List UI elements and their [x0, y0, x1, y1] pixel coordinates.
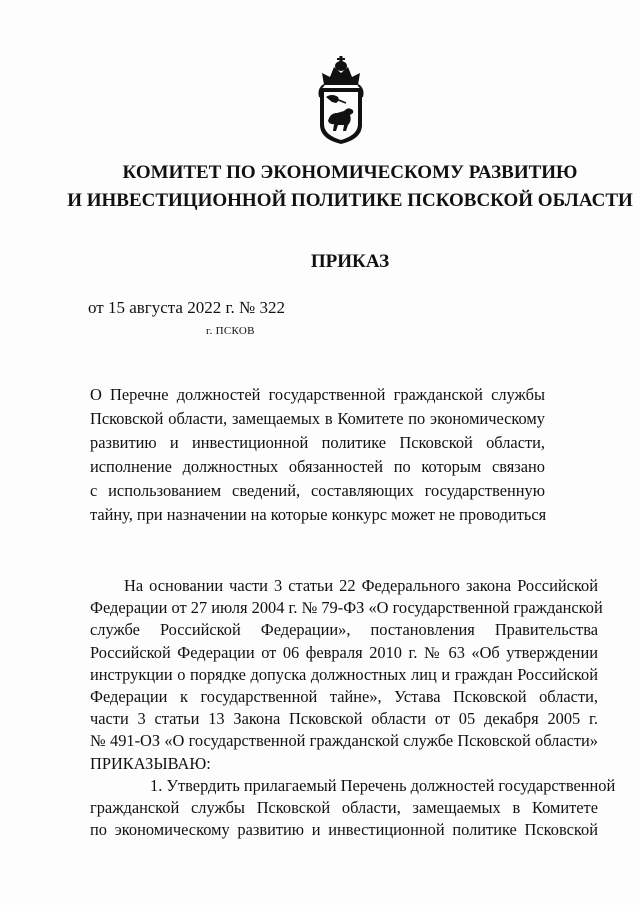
body-line: по экономическому развитию и инвестиционной политике Псковской	[90, 820, 598, 840]
document-subject	[90, 383, 545, 527]
body-line: инструкции о порядке допуска должностных лиц и граждан Российской	[90, 664, 598, 684]
subject-line: тайну, при назначении на которые конкурс может не проводиться	[90, 505, 547, 524]
coat-of-arms-icon	[310, 55, 372, 145]
subject-line: развитию и инвестиционной политике Псковской области,	[90, 433, 545, 452]
body-line: № 491-ОЗ «О государственной гражданской службе Псковской области»	[90, 731, 598, 751]
subject-line: с использованием сведений, составляющих государственную	[90, 481, 545, 500]
body-line: гражданской службы Псковской области, замещаемых в Комитете	[90, 798, 598, 818]
body-line: Федерации к государственной тайне», Устава Псковской области,	[90, 687, 598, 707]
organization-name-line-2: И ИНВЕСТИЦИОННОЙ ПОЛИТИКЕ ПСКОВСКОЙ ОБЛАСТИ	[67, 190, 633, 211]
subject-line: О Перечне должностей государственной гражданской службы	[90, 385, 545, 404]
subject-line: Псковской области, замещаемых в Комитете по экономическому	[90, 409, 545, 428]
document-body	[90, 575, 616, 841]
body-line: Российской Федерации от 06 февраля 2010 г. № 63 «Об утверждении	[90, 642, 598, 662]
document-city: г. ПСКОВ	[206, 325, 255, 337]
body-line: Федерации от 27 июля 2004 г. № 79-ФЗ «О государственной гражданской	[90, 598, 603, 618]
organization-name-line-1: КОМИТЕТ ПО ЭКОНОМИЧЕСКОМУ РАЗВИТИЮ	[122, 162, 578, 183]
order-keyword: ПРИКАЗЫВАЮ:	[90, 753, 211, 773]
body-line: службе Российской Федерации», постановления Правительства	[90, 620, 598, 640]
document-type-heading: ПРИКАЗ	[310, 251, 390, 272]
document-date-number: от 15 августа 2022 г. № 322	[88, 298, 286, 317]
body-line: На основании части 3 статьи 22 Федерального закона Российской	[124, 576, 598, 595]
body-line: 1. Утвердить прилагаемый Перечень должностей государственной	[150, 775, 616, 795]
subject-line: исполнение должностных обязанностей по которым связано	[90, 457, 545, 476]
body-line: части 3 статьи 13 Закона Псковской области от 05 декабря 2005 г.	[90, 709, 598, 729]
